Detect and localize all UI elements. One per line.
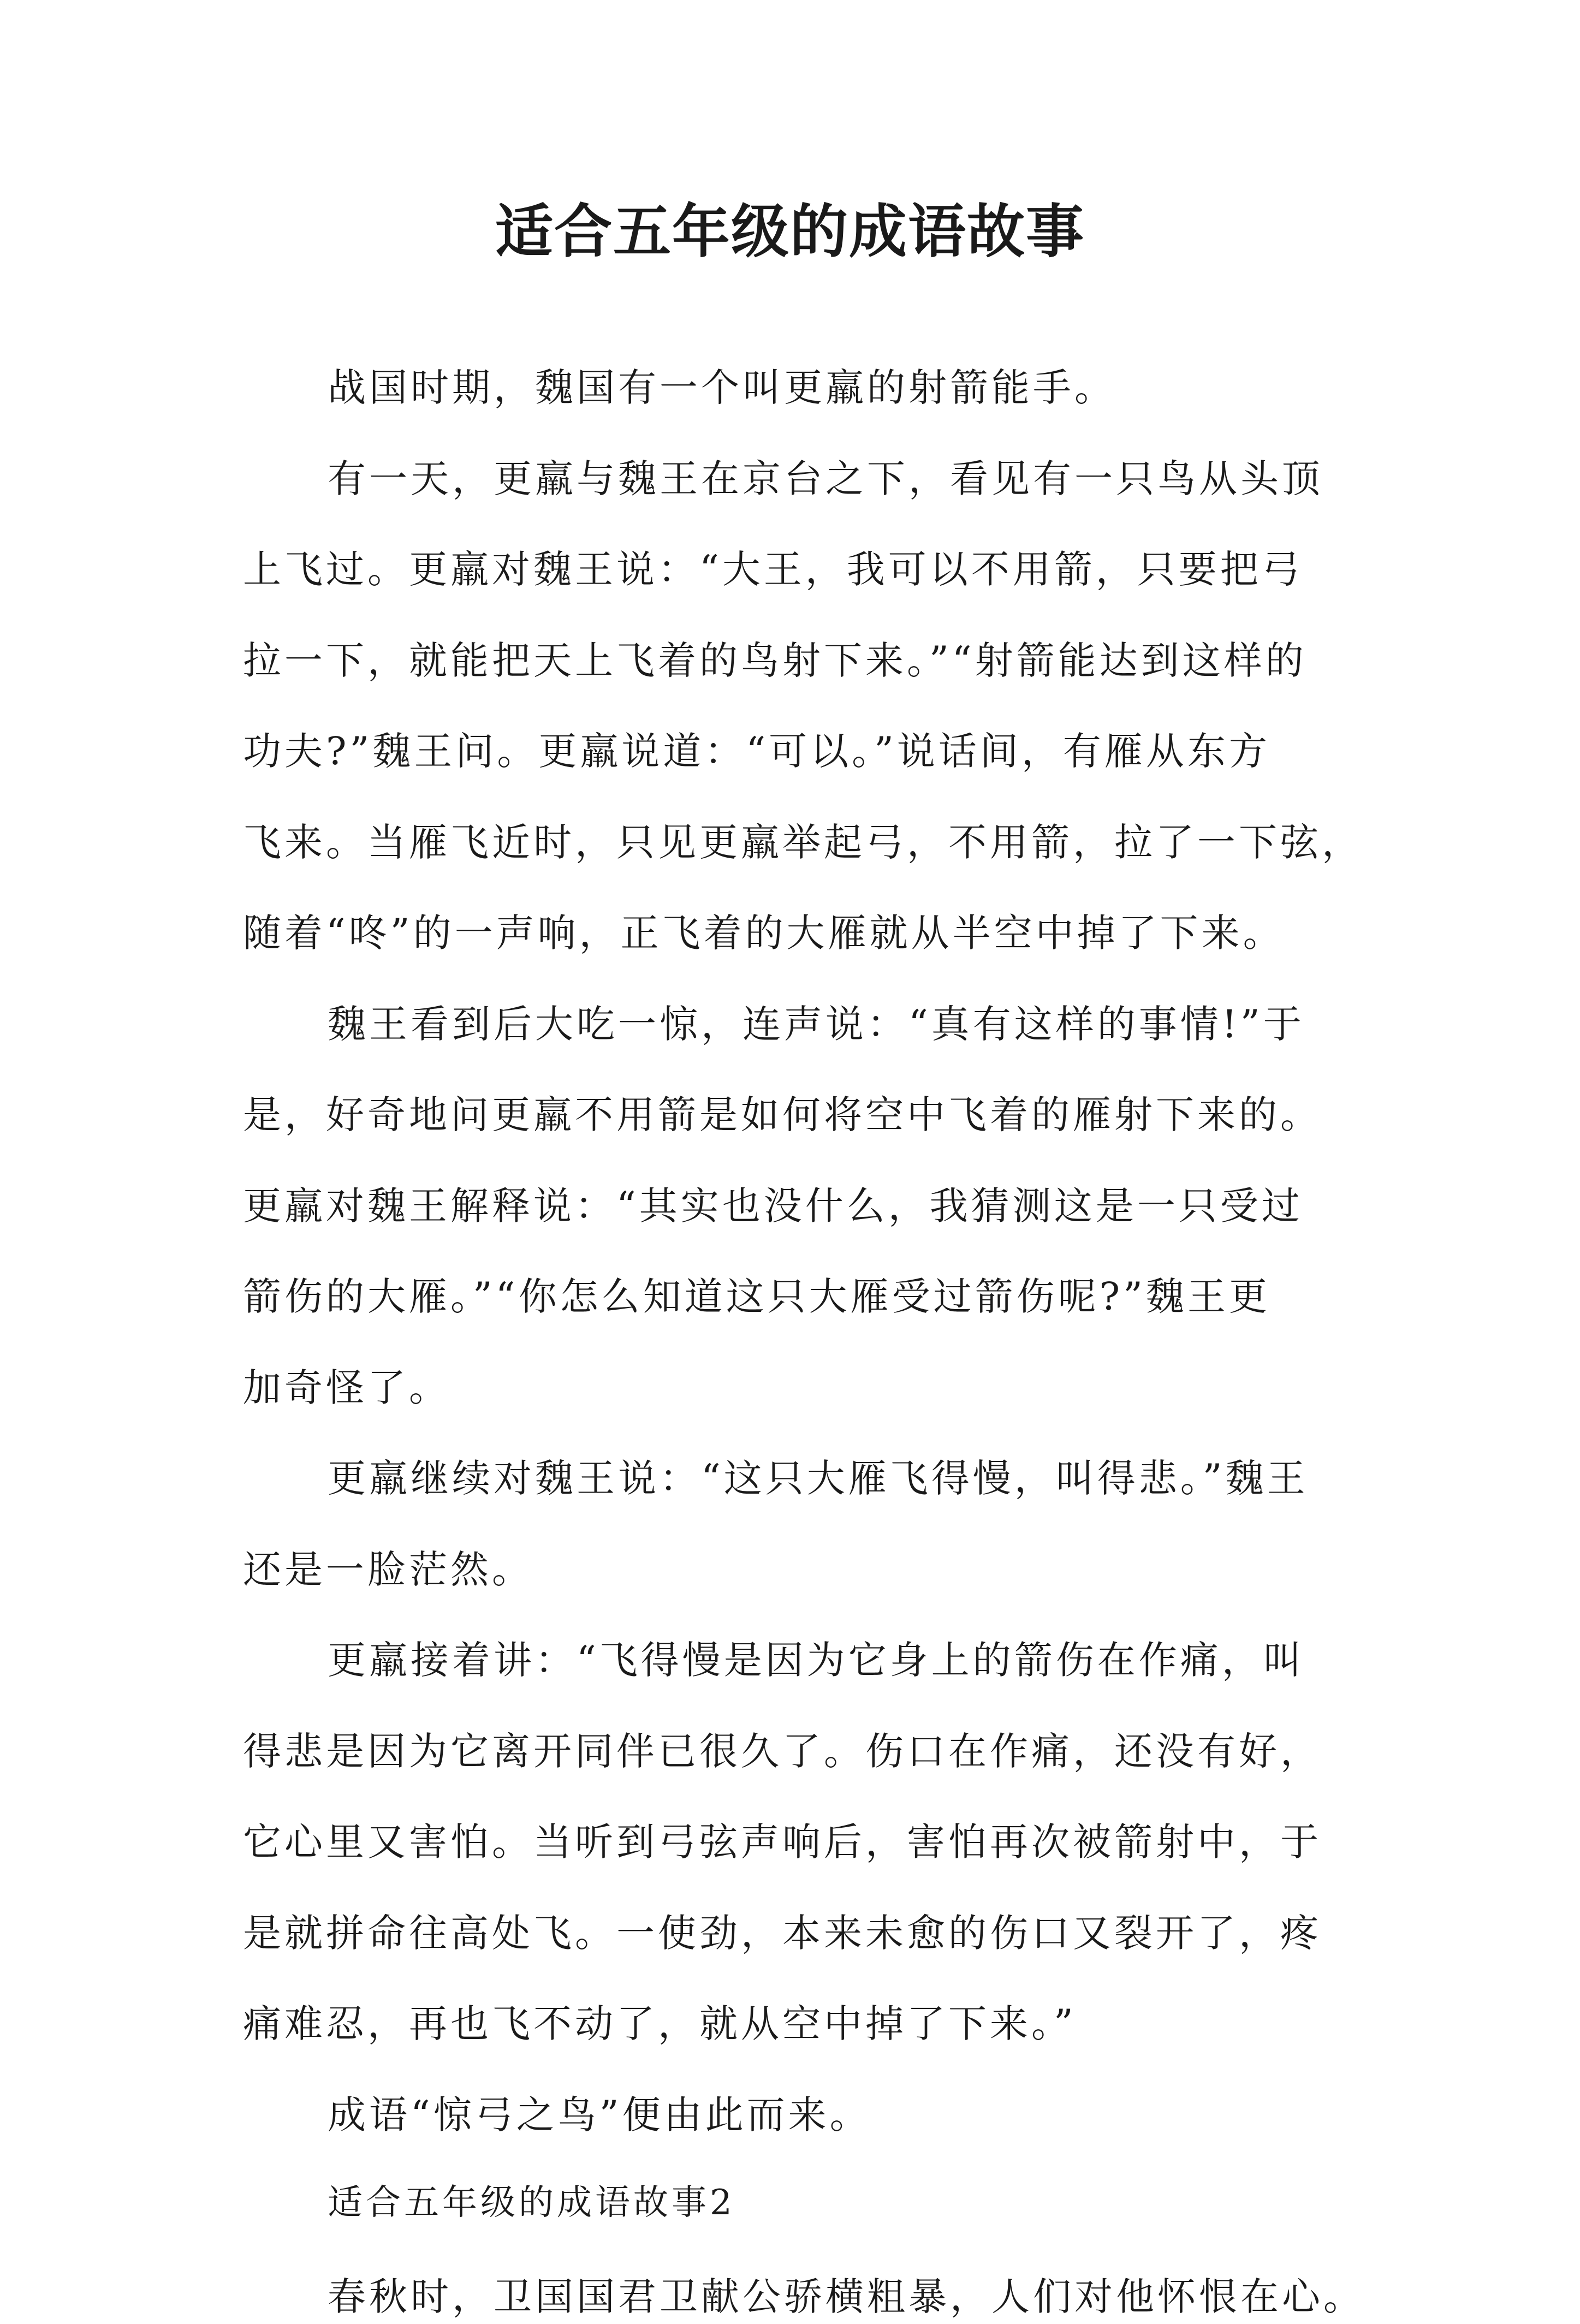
paragraph-5-line-5: 痛难忍，再也飞不动了，就从空中掉了下来。” bbox=[243, 2001, 1077, 2046]
document-title: 适合五年级的成语故事 bbox=[495, 198, 1085, 265]
paragraph-2-line-2: 上飞过。更羸对魏王说：“大王，我可以不用箭，只要把弓 bbox=[243, 547, 1303, 592]
paragraph-6-line-1: 成语“惊弓之鸟”便由此而来。 bbox=[328, 2093, 871, 2137]
paragraph-3-line-1: 魏王看到后大吃一惊，连声说：“真有这样的事情!”于 bbox=[328, 1002, 1305, 1047]
paragraph-5-line-1: 更羸接着讲：“飞得慢是因为它身上的箭伤在作痛，叫 bbox=[328, 1638, 1305, 1683]
paragraph-5-line-3: 它心里又害怕。当听到弓弦声响后，害怕再次被箭射中，于 bbox=[243, 1820, 1322, 1864]
paragraph-3-line-2: 是，好奇地问更羸不用箭是如何将空中飞着的雁射下来的。 bbox=[243, 1092, 1322, 1137]
paragraph-2-line-5: 飞来。当雁飞近时，只见更羸举起弓，不用箭，拉了一下弦， bbox=[243, 820, 1363, 865]
paragraph-4-line-2: 还是一脸茫然。 bbox=[243, 1547, 533, 1592]
paragraph-2-line-4: 功夫?”魏王问。更羸说道：“可以。”说话间，有雁从东方 bbox=[243, 729, 1270, 774]
paragraph-3-line-4: 箭伤的大雁。”“你怎么知道这只大雁受过箭伤呢?”魏王更 bbox=[243, 1274, 1270, 1319]
paragraph-8-line-1: 春秋时，卫国国君卫献公骄横粗暴，人们对他怀恨在心。 bbox=[328, 2274, 1365, 2319]
paragraph-5-line-2: 得悲是因为它离开同伴已很久了。伤口在作痛，还没有好， bbox=[243, 1729, 1322, 1774]
paragraph-1-line-1: 战国时期，魏国有一个叫更羸的射箭能手。 bbox=[328, 365, 1116, 410]
paragraph-3-line-5: 加奇怪了。 bbox=[243, 1365, 450, 1410]
paragraph-3-line-3: 更羸对魏王解释说：“其实也没什么，我猜测这是一只受过 bbox=[243, 1184, 1303, 1228]
section-heading-story-2: 适合五年级的成语故事2 bbox=[328, 2183, 735, 2223]
paragraph-5-line-4: 是就拼命往高处飞。一使劲，本来未愈的伤口又裂开了，疼 bbox=[243, 1911, 1322, 1956]
paragraph-2-line-6: 随着“咚”的一声响，正飞着的大雁就从半空中掉了下来。 bbox=[243, 911, 1285, 955]
paragraph-2-line-3: 拉一下，就能把天上飞着的鸟射下来。”“射箭能达到这样的 bbox=[243, 638, 1307, 683]
paragraph-4-line-1: 更羸继续对魏王说：“这只大雁飞得慢，叫得悲。”魏王 bbox=[328, 1456, 1309, 1501]
paragraph-2-line-1: 有一天，更羸与魏王在京台之下，看见有一只鸟从头顶 bbox=[328, 456, 1323, 501]
